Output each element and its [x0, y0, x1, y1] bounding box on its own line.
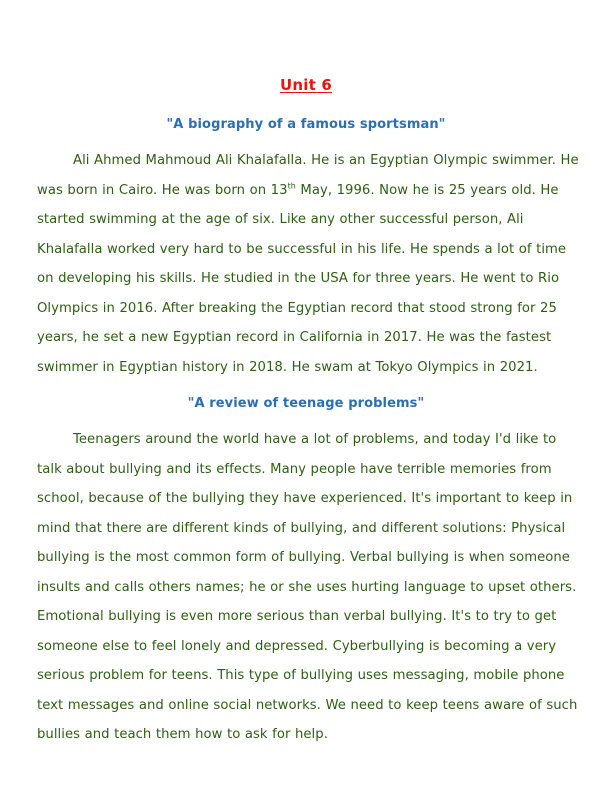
review-section-title: "A review of teenage problems" [187, 396, 425, 411]
unit-title: Unit 6 [279, 76, 333, 94]
biography-text-part-2: May, 1996. Now he is 25 years old. He started swimming at the age of six. Like any other successful person, Ali Khalafalla worked very hard to be successful in his life. He spends a lot of time on developing his skills. He studied in the USA for three years. He went to Rio Olympics in 2016. After breaking the Egyptian record that stood strong for 25 years, he set a new Egyptian record in California in 2017. He was the fastest swimmer in Egyptian history in 2018. He swam at Tokyo Olympics in 2021. [37, 182, 567, 375]
biography-text-part-1: Ali Ahmed Mahmoud Ali Khalafalla. He is an Egyptian Olympic swimmer. He was born in Cairo. He was born on 13 [37, 153, 579, 198]
ordinal-suffix: th [287, 181, 296, 191]
biography-paragraph [37, 146, 580, 382]
review-paragraph: Teenagers around the world have a lot of problems, and today I'd like to talk about bullying and its effects. Many people have terrible memories from school, because of the bullying they have experienced. It's important to keep in mind that there are different kinds of bullying, and different solutions: Physical bullying is the most common form of bullying. Verbal bullying is when someone insults and calls others names; he or she uses hurting language to upset others. Emotional bullying is even more serious than verbal bullying. It's to try to get someone else to feel lonely and depressed. Cyberbullying is becoming a very serious problem for teens. This type of bullying uses messaging, mobile phone text messages and online social networks. We need to keep teens aware of such bullies and teach them how to ask for help. [37, 432, 578, 742]
biography-section-title: "A biography of a famous sportsman" [166, 117, 446, 132]
